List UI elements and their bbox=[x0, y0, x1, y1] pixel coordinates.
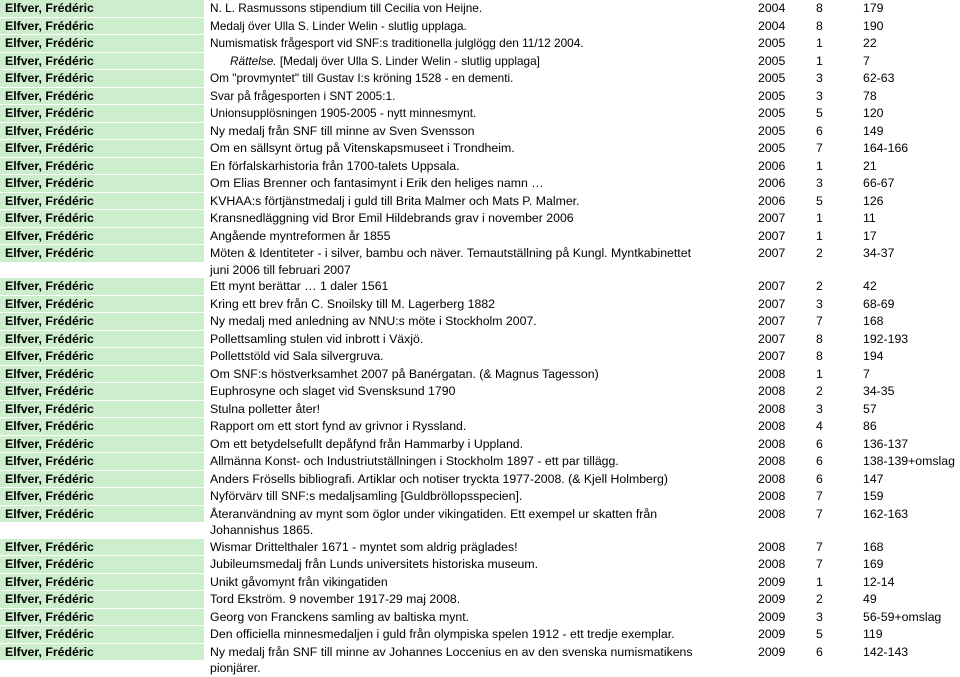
title-cell bbox=[204, 348, 758, 365]
title-cell bbox=[204, 401, 758, 418]
issue-number-cell: 3 bbox=[816, 176, 823, 190]
title-italic-prefix: Rättelse. bbox=[230, 53, 277, 68]
author-cell: Elfver, Frédéric bbox=[0, 296, 204, 314]
year-cell: 2005 bbox=[758, 36, 786, 50]
title-cell bbox=[204, 471, 758, 488]
author-cell: Elfver, Frédéric bbox=[0, 453, 204, 471]
table-row[interactable] bbox=[0, 245, 960, 278]
table-row[interactable] bbox=[0, 228, 960, 246]
pages-cell: 169 bbox=[863, 557, 884, 571]
year-cell: 2008 bbox=[758, 419, 786, 433]
author-cell: Elfver, Frédéric bbox=[0, 471, 204, 489]
title-cell bbox=[204, 53, 758, 70]
year-cell: 2009 bbox=[758, 574, 786, 589]
year-cell: 2005 bbox=[758, 123, 786, 138]
table-row[interactable] bbox=[0, 18, 960, 36]
issue-number-cell: 2 bbox=[816, 246, 823, 260]
pages-cell: 147 bbox=[863, 471, 884, 486]
pages-cell: 179 bbox=[863, 1, 884, 15]
year-cell: 2007 bbox=[758, 296, 786, 311]
table-row[interactable] bbox=[0, 296, 960, 314]
year-cell: 2008 bbox=[758, 436, 786, 451]
title-text: Kransnedläggning vid Bror Emil Hildebrands grav i november 2006 bbox=[210, 211, 574, 225]
issue-number-cell: 5 bbox=[816, 627, 823, 641]
title-text: Om ett betydelsefullt depåfynd från Hammarby i Uppland. bbox=[210, 436, 524, 451]
year-cell: 2008 bbox=[758, 366, 786, 381]
table-row[interactable] bbox=[0, 574, 960, 592]
pages-cell: 22 bbox=[863, 36, 877, 50]
title-cell bbox=[204, 539, 758, 556]
issue-number-cell: 6 bbox=[816, 123, 823, 138]
issue-number-cell: 7 bbox=[816, 506, 823, 521]
title-text: Pollettstöld vid Sala silvergruva. bbox=[210, 349, 384, 363]
year-cell: 2008 bbox=[758, 454, 786, 468]
issue-number-cell: 6 bbox=[816, 454, 823, 468]
title-cell bbox=[204, 105, 758, 122]
title-text: Unionsupplösningen 1905-2005 - nytt minnesmynt. bbox=[210, 106, 477, 120]
issue-number-cell: 6 bbox=[816, 471, 823, 486]
title-cell bbox=[204, 245, 758, 278]
issue-number-cell: 2 bbox=[816, 279, 823, 293]
author-cell: Elfver, Frédéric bbox=[0, 18, 204, 36]
title-cell bbox=[204, 418, 758, 435]
year-cell: 2007 bbox=[758, 349, 786, 363]
pages-cell: 126 bbox=[863, 193, 884, 208]
author-cell: Elfver, Frédéric bbox=[0, 626, 204, 644]
title-cell bbox=[204, 609, 758, 626]
title-text: N. L. Rasmussons stipendium till Cecilia von Heijne. bbox=[210, 1, 483, 15]
author-cell: Elfver, Frédéric bbox=[0, 140, 204, 158]
title-cell bbox=[204, 331, 758, 348]
pages-cell: 119 bbox=[863, 627, 883, 641]
year-cell: 2008 bbox=[758, 471, 786, 486]
pages-cell: 68-69 bbox=[863, 296, 895, 311]
table-row[interactable] bbox=[0, 366, 960, 384]
title-cell bbox=[204, 35, 758, 52]
year-cell: 2006 bbox=[758, 176, 786, 190]
table-row[interactable] bbox=[0, 436, 960, 454]
table-row[interactable] bbox=[0, 175, 960, 193]
year-cell: 2008 bbox=[758, 539, 786, 554]
issue-number-cell: 3 bbox=[816, 88, 823, 103]
author-cell: Elfver, Frédéric bbox=[0, 70, 204, 88]
title-cell bbox=[204, 175, 758, 192]
author-cell: Elfver, Frédéric bbox=[0, 245, 204, 263]
title-cell bbox=[204, 18, 758, 35]
table-row[interactable] bbox=[0, 556, 960, 574]
year-cell: 2005 bbox=[758, 88, 786, 103]
title-text: Svar på frågesporten i SNT 2005:1. bbox=[210, 88, 396, 103]
year-cell: 2004 bbox=[758, 1, 786, 15]
title-text: KVHAA:s förtjänstmedalj i guld till Brita Malmer och Mats P. Malmer. bbox=[210, 193, 580, 208]
title-text: Den officiella minnesmedaljen i guld från olympiska spelen 1912 - ett tredje exemplar. bbox=[210, 627, 675, 641]
year-cell: 2006 bbox=[758, 193, 786, 208]
title-text: Angående myntreformen år 1855 bbox=[210, 228, 391, 243]
pages-cell: 57 bbox=[863, 401, 877, 416]
table-row[interactable] bbox=[0, 591, 960, 609]
title-cell bbox=[204, 0, 758, 17]
author-cell: Elfver, Frédéric bbox=[0, 488, 204, 506]
pages-cell: 192-193 bbox=[863, 331, 909, 346]
table-row[interactable] bbox=[0, 53, 960, 71]
pages-cell: 34-37 bbox=[863, 246, 895, 260]
title-continuation: pionjärer. bbox=[210, 661, 261, 675]
issue-number-cell: 1 bbox=[816, 574, 823, 589]
issue-number-cell: 7 bbox=[816, 539, 823, 554]
pages-cell: 138-139+omslag bbox=[863, 454, 955, 468]
issue-number-cell: 6 bbox=[816, 436, 823, 451]
year-cell: 2008 bbox=[758, 401, 786, 416]
pages-cell: 168 bbox=[863, 314, 884, 328]
year-cell: 2007 bbox=[758, 246, 786, 260]
title-cell bbox=[204, 383, 758, 400]
title-text: Stulna polletter åter! bbox=[210, 401, 321, 416]
table-row[interactable] bbox=[0, 401, 960, 419]
title-cell bbox=[204, 228, 758, 245]
author-cell: Elfver, Frédéric bbox=[0, 383, 204, 401]
table-row[interactable] bbox=[0, 488, 960, 506]
title-text: Pollettsamling stulen vid inbrott i Växjö. bbox=[210, 331, 424, 346]
pages-cell: 162-163 bbox=[863, 506, 909, 521]
issue-number-cell: 8 bbox=[816, 18, 823, 33]
issue-number-cell: 2 bbox=[816, 384, 823, 398]
year-cell: 2008 bbox=[758, 489, 786, 503]
issue-number-cell: 2 bbox=[816, 592, 823, 606]
pages-cell: 194 bbox=[863, 349, 884, 363]
title-text: Jubileumsmedalj från Lunds universitets historiska museum. bbox=[210, 557, 539, 571]
table-row[interactable] bbox=[0, 70, 960, 88]
title-text: Om SNF:s höstverksamhet 2007 på Banérgatan. (& Magnus Tagesson) bbox=[210, 366, 599, 381]
title-text: Återanvändning av mynt som öglor under vikingatiden. Ett exempel ur skatten från bbox=[210, 506, 658, 521]
author-cell: Elfver, Frédéric bbox=[0, 193, 204, 211]
author-cell: Elfver, Frédéric bbox=[0, 105, 204, 123]
title-cell bbox=[204, 626, 758, 643]
pages-cell: 142-143 bbox=[863, 644, 909, 659]
title-text: Georg von Franckens samling av baltiska mynt. bbox=[210, 609, 470, 624]
issue-number-cell: 3 bbox=[816, 71, 823, 85]
author-cell: Elfver, Frédéric bbox=[0, 331, 204, 349]
author-cell: Elfver, Frédéric bbox=[0, 574, 204, 592]
table-row[interactable] bbox=[0, 539, 960, 557]
title-text: Kring ett brev från C. Snoilsky till M. Lagerberg 1882 bbox=[210, 296, 496, 311]
author-cell: Elfver, Frédéric bbox=[0, 591, 204, 609]
title-cell bbox=[204, 210, 758, 227]
table-row[interactable] bbox=[0, 88, 960, 106]
pages-cell: 11 bbox=[863, 211, 876, 225]
issue-number-cell: 1 bbox=[816, 366, 823, 381]
pages-cell: 17 bbox=[863, 228, 877, 243]
pages-cell: 66-67 bbox=[863, 176, 895, 190]
title-cell bbox=[204, 140, 758, 157]
title-cell bbox=[204, 158, 758, 175]
title-cell bbox=[204, 123, 758, 140]
title-text: Allmänna Konst- och Industriutställningen i Stockholm 1897 - ett par tillägg. bbox=[210, 454, 619, 468]
pages-cell: 190 bbox=[863, 18, 884, 33]
year-cell: 2009 bbox=[758, 592, 786, 606]
author-cell: Elfver, Frédéric bbox=[0, 506, 204, 524]
year-cell: 2007 bbox=[758, 331, 786, 346]
title-text: Anders Frösells bibliografi. Artiklar och notiser tryckta 1977-2008. (& Kjell Holmberg) bbox=[210, 471, 668, 486]
table-row[interactable] bbox=[0, 105, 960, 123]
title-cell bbox=[204, 70, 758, 87]
pages-cell: 12-14 bbox=[863, 574, 895, 589]
title-text: Euphrosyne och slaget vid Svensksund 1790 bbox=[210, 384, 456, 398]
title-continuation: juni 2006 till februari 2007 bbox=[210, 262, 351, 277]
title-cell bbox=[204, 644, 758, 677]
year-cell: 2005 bbox=[758, 141, 786, 155]
title-cell bbox=[204, 488, 758, 505]
title-text: Om "provmyntet" till Gustav I:s kröning 1528 - en dementi. bbox=[210, 71, 514, 85]
issue-number-cell: 5 bbox=[816, 193, 823, 208]
title-cell bbox=[204, 296, 758, 313]
table-row[interactable] bbox=[0, 35, 960, 53]
author-cell: Elfver, Frédéric bbox=[0, 644, 204, 662]
title-text: Medalj över Ulla S. Linder Welin - slutlig upplaga. bbox=[210, 18, 467, 33]
pages-cell: 62-63 bbox=[863, 71, 895, 85]
pages-cell: 168 bbox=[863, 539, 884, 554]
author-cell: Elfver, Frédéric bbox=[0, 175, 204, 193]
issue-number-cell: 3 bbox=[816, 401, 823, 416]
author-cell: Elfver, Frédéric bbox=[0, 53, 204, 71]
issue-number-cell: 1 bbox=[816, 36, 823, 50]
author-cell: Elfver, Frédéric bbox=[0, 418, 204, 436]
year-cell: 2004 bbox=[758, 18, 786, 33]
title-cell bbox=[204, 556, 758, 573]
year-cell: 2009 bbox=[758, 627, 786, 641]
table-row[interactable] bbox=[0, 278, 960, 296]
issue-number-cell: 1 bbox=[816, 228, 823, 243]
title-cell bbox=[204, 366, 758, 383]
pages-cell: 49 bbox=[863, 592, 877, 606]
pages-cell: 164-166 bbox=[863, 141, 909, 155]
pages-cell: 21 bbox=[863, 158, 877, 173]
pages-cell: 149 bbox=[863, 123, 884, 138]
pages-cell: 159 bbox=[863, 489, 884, 503]
author-cell: Elfver, Frédéric bbox=[0, 556, 204, 574]
issue-number-cell: 1 bbox=[816, 158, 823, 173]
title-text: Numismatisk frågesport vid SNF:s traditionella julglögg den 11/12 2004. bbox=[210, 36, 584, 50]
table-row[interactable] bbox=[0, 418, 960, 436]
author-cell: Elfver, Frédéric bbox=[0, 228, 204, 246]
issue-number-cell: 6 bbox=[816, 644, 823, 659]
year-cell: 2008 bbox=[758, 557, 786, 571]
issue-number-cell: 5 bbox=[816, 106, 823, 120]
table-row[interactable] bbox=[0, 158, 960, 176]
table-row[interactable] bbox=[0, 210, 960, 228]
table-row[interactable] bbox=[0, 331, 960, 349]
issue-number-cell: 3 bbox=[816, 609, 823, 624]
author-cell: Elfver, Frédéric bbox=[0, 401, 204, 419]
author-cell: Elfver, Frédéric bbox=[0, 158, 204, 176]
author-cell: Elfver, Frédéric bbox=[0, 210, 204, 228]
title-text: En förfalskarhistoria från 1700-talets Uppsala. bbox=[210, 158, 460, 173]
table-row[interactable] bbox=[0, 506, 960, 539]
pages-cell: 136-137 bbox=[863, 436, 909, 451]
table-row[interactable] bbox=[0, 313, 960, 331]
year-cell: 2006 bbox=[758, 158, 786, 173]
author-cell: Elfver, Frédéric bbox=[0, 348, 204, 366]
issue-number-cell: 8 bbox=[816, 331, 823, 346]
table-row[interactable] bbox=[0, 383, 960, 401]
year-cell: 2007 bbox=[758, 228, 786, 243]
title-text: Rapport om ett stort fynd av grivnor i Ryssland. bbox=[210, 419, 467, 433]
year-cell: 2005 bbox=[758, 71, 786, 85]
title-text: Ny medalj från SNF till minne av Sven Svensson bbox=[210, 123, 475, 138]
year-cell: 2007 bbox=[758, 211, 786, 225]
author-cell: Elfver, Frédéric bbox=[0, 0, 204, 18]
table-row[interactable] bbox=[0, 348, 960, 366]
title-text: Ett mynt berättar … 1 daler 1561 bbox=[210, 279, 389, 293]
table-row[interactable] bbox=[0, 0, 960, 18]
title-cell bbox=[204, 591, 758, 608]
pages-cell: 34-35 bbox=[863, 384, 895, 398]
title-cell bbox=[204, 313, 758, 330]
table-row[interactable] bbox=[0, 471, 960, 489]
title-text: Unikt gåvomynt från vikingatiden bbox=[210, 574, 388, 589]
title-text: [Medalj över Ulla S. Linder Welin - slutlig upplaga] bbox=[276, 53, 540, 68]
author-cell: Elfver, Frédéric bbox=[0, 366, 204, 384]
pages-cell: 7 bbox=[863, 53, 870, 68]
author-cell: Elfver, Frédéric bbox=[0, 609, 204, 627]
year-cell: 2007 bbox=[758, 314, 786, 328]
title-text: Wismar Drittelthaler 1671 - myntet som aldrig präglades! bbox=[210, 539, 518, 554]
issue-number-cell: 7 bbox=[816, 489, 823, 503]
table-row[interactable] bbox=[0, 453, 960, 471]
issue-number-cell: 1 bbox=[816, 53, 823, 68]
title-cell bbox=[204, 453, 758, 470]
title-text: Möten & Identiteter - i silver, bambu och näver. Temautställning på Kungl. Myntkabinettet bbox=[210, 246, 691, 260]
title-cell bbox=[204, 506, 758, 539]
pages-cell: 7 bbox=[863, 366, 870, 381]
author-cell: Elfver, Frédéric bbox=[0, 123, 204, 141]
year-cell: 2008 bbox=[758, 506, 786, 521]
issue-number-cell: 7 bbox=[816, 557, 823, 571]
author-cell: Elfver, Frédéric bbox=[0, 539, 204, 557]
title-text: Ny medalj med anledning av NNU:s möte i Stockholm 2007. bbox=[210, 314, 537, 328]
pages-cell: 42 bbox=[863, 279, 877, 293]
table-row[interactable] bbox=[0, 140, 960, 158]
author-cell: Elfver, Frédéric bbox=[0, 88, 204, 106]
table-row[interactable] bbox=[0, 123, 960, 141]
issue-number-cell: 4 bbox=[816, 419, 823, 433]
issue-number-cell: 8 bbox=[816, 349, 823, 363]
title-cell bbox=[204, 88, 758, 105]
year-cell: 2005 bbox=[758, 106, 786, 120]
title-text: Om Elias Brenner och fantasimynt i Erik den heliges namn … bbox=[210, 176, 544, 190]
pages-cell: 86 bbox=[863, 419, 877, 433]
issue-number-cell: 3 bbox=[816, 296, 823, 311]
author-cell: Elfver, Frédéric bbox=[0, 313, 204, 331]
author-cell: Elfver, Frédéric bbox=[0, 278, 204, 296]
title-cell bbox=[204, 574, 758, 591]
issue-number-cell: 1 bbox=[816, 211, 823, 225]
pages-cell: 78 bbox=[863, 88, 877, 103]
table-row[interactable] bbox=[0, 644, 960, 677]
title-text: Om en sällsynt örtug på Vitenskapsmuseet i Trondheim. bbox=[210, 141, 515, 155]
year-cell: 2009 bbox=[758, 644, 786, 659]
issue-number-cell: 7 bbox=[816, 314, 823, 328]
table-row[interactable] bbox=[0, 626, 960, 644]
title-cell bbox=[204, 278, 758, 295]
table-row[interactable] bbox=[0, 193, 960, 211]
title-continuation: Johannishus 1865. bbox=[210, 523, 314, 537]
year-cell: 2008 bbox=[758, 384, 786, 398]
title-text: Nyförvärv till SNF:s medaljsamling [Guldbröllopsspecien]. bbox=[210, 489, 523, 503]
author-cell: Elfver, Frédéric bbox=[0, 35, 204, 53]
title-cell bbox=[204, 436, 758, 453]
title-text: Ny medalj från SNF till minne av Johannes Loccenius en av den svenska numismatikens bbox=[210, 644, 693, 659]
issue-number-cell: 7 bbox=[816, 141, 823, 155]
pages-cell: 120 bbox=[863, 106, 884, 120]
table-row[interactable] bbox=[0, 609, 960, 627]
title-cell bbox=[204, 193, 758, 210]
year-cell: 2007 bbox=[758, 279, 786, 293]
year-cell: 2009 bbox=[758, 609, 786, 624]
year-cell: 2005 bbox=[758, 53, 786, 68]
pages-cell: 56-59+omslag bbox=[863, 609, 942, 624]
author-cell: Elfver, Frédéric bbox=[0, 436, 204, 454]
issue-number-cell: 8 bbox=[816, 1, 823, 15]
title-text: Tord Ekström. 9 november 1917-29 maj 2008. bbox=[210, 592, 461, 606]
